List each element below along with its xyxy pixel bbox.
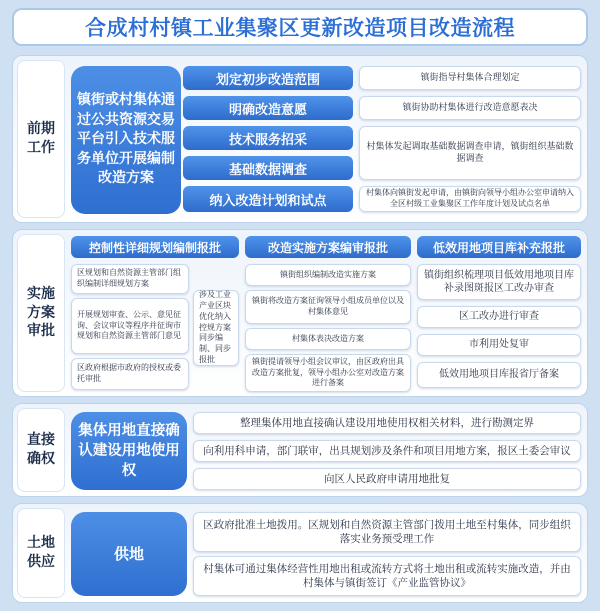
note-col3-1: 镇街组织梳理项目低效用地项目库补录图斑报区工改办审查 [417, 264, 581, 300]
page-title-bar [12, 8, 588, 46]
note-col1-1: 区规划和自然资源主管部门组织编制详细规划方案 [71, 264, 189, 294]
note-clarify-will: 镇街协助村集体进行改造意愿表决 [359, 96, 581, 120]
step-include-plan: 纳入改造计划和试点 [183, 186, 353, 212]
note-direct-3: 向区人民政府申请用地批复 [193, 468, 581, 490]
note-col3-2: 区工改办进行审查 [417, 306, 581, 328]
direct-confirmation-lead: 集体用地直接确认建设用地使用权 [71, 412, 187, 490]
note-col2-3: 村集体表决改造方案 [245, 328, 411, 350]
section-direct-confirmation [12, 403, 588, 497]
section-label-plan-approval: 实施方案审批 [17, 234, 65, 392]
note-col2-4: 镇街提请领导小组会议审议，由区政府出具改造方案批复，领导小组办公室对改造方案进行备案 [245, 354, 411, 392]
col-head-regulatory-plan: 控制性详细规划编制报批 [71, 236, 239, 258]
note-data-survey: 村集体发起调取基础数据调查申请，镇街组织基础数据调查 [359, 126, 581, 180]
note-supply-2: 村集体可通过集体经营性用地出租或流转方式将土地出租或流转实施改造，并由村集体与镇街签订《产业监管协议》 [193, 556, 581, 596]
note-direct-2: 向利用科申请，部门联审，出具规划涉及条件和项目用地方案，报区土委会审议 [193, 440, 581, 462]
note-col3-4: 低效用地项目库报省厅备案 [417, 362, 581, 388]
step-delimit-scope: 划定初步改造范围 [183, 66, 353, 90]
note-col1-3: 区政府根据市政府的授权或委托审批 [71, 358, 189, 390]
section-label-preliminary: 前期工作 [17, 60, 65, 218]
step-basic-data-survey: 基础数据调查 [183, 156, 353, 180]
note-col2-2: 镇街将改造方案征询领导小组成员单位以及村集体意见 [245, 290, 411, 324]
note-include-plan: 村集体向镇街发起申请，由镇街向领导小组办公室申请纳入全区村级工业集聚区工作年度计划及试点名单 [359, 186, 581, 212]
col-head-implementation-plan: 改造实施方案编审报批 [245, 236, 411, 258]
note-supply-1: 区政府批准土地拨用。区规划和自然资源主管部门拨用土地至村集体，同步组织落实业务预受理工作 [193, 512, 581, 552]
preliminary-lead-box: 镇街或村集体通过公共资源交易平台引入技术服务单位开展编制改造方案 [71, 66, 181, 214]
note-col2-1: 镇街组织编制改造实施方案 [245, 264, 411, 286]
note-col1-2: 开展规划审查、公示、意见征询、会议审议等程序并征询市规划和自然资源主管部门意见 [71, 298, 189, 354]
note-col1-side: 涉及工业产业区块优化纳入控规方案同步编制、同步报批 [193, 290, 239, 366]
land-supply-lead: 供地 [71, 512, 187, 596]
section-preliminary-work [12, 55, 588, 223]
page-title: 合成村村镇工业集聚区更新改造项目改造流程 [85, 16, 515, 40]
col-head-low-efficiency-land: 低效用地项目库补充报批 [417, 236, 581, 258]
step-tech-procurement: 技术服务招采 [183, 126, 353, 150]
section-land-supply [12, 503, 588, 603]
note-direct-1: 整理集体用地直接确认建设用地使用权相关材料，进行勘测定界 [193, 412, 581, 434]
note-col3-3: 市利用处复审 [417, 334, 581, 356]
note-delimit-scope: 镇街指导村集体合理划定 [359, 66, 581, 90]
section-label-land-supply: 土地供应 [17, 508, 65, 598]
section-plan-approval [12, 229, 588, 397]
section-label-direct-confirmation: 直接确权 [17, 408, 65, 492]
step-clarify-will: 明确改造意愿 [183, 96, 353, 120]
